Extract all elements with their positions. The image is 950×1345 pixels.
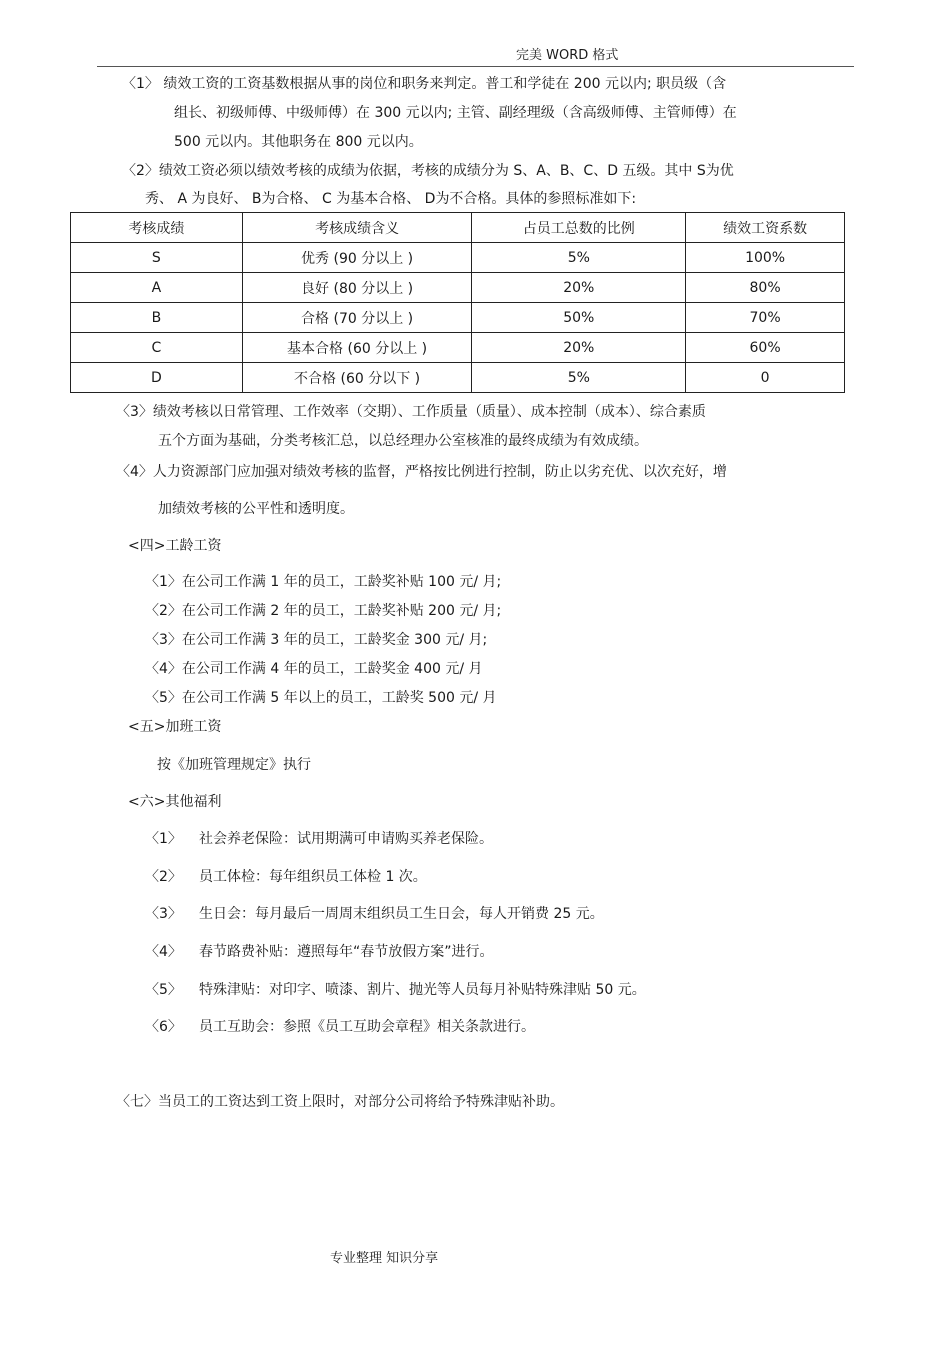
overtime-text: 按《加班管理规定》执行: [157, 757, 311, 773]
welfare-item-text: 特殊津贴：对印字、喷漆、割片、抛光等人员每月补贴特殊津贴 50 元。: [199, 982, 646, 998]
welfare-item-number: 〈2〉: [145, 869, 182, 885]
ratio-cell: 20%: [472, 333, 686, 363]
perf-item-1-line-2: 组长、初级师傅、中级师傅）在 300 元以内; 主管、副经理级（含高级师傅、主管师傅）在: [174, 105, 737, 121]
coefficient-cell: 70%: [686, 303, 845, 333]
welfare-item-number: 〈3〉: [145, 906, 182, 922]
meaning-cell: 合格 (70 分以上 ): [242, 303, 472, 333]
welfare-item-number: 〈5〉: [145, 982, 182, 998]
grade-cell: B: [71, 303, 243, 333]
seniority-item: 〈4〉在公司工作满 4 年的员工，工龄奖金 400 元/ 月: [145, 661, 483, 677]
perf-item-4-line-1: 〈4〉人力资源部门应加强对绩效考核的监督，严格按比例进行控制，防止以劣充优、以次充好，增: [116, 464, 727, 480]
perf-item-1-line-3: 500 元以内。其他职务在 800 元以内。: [174, 134, 423, 150]
ratio-cell: 5%: [472, 243, 686, 273]
coefficient-cell: 100%: [686, 243, 845, 273]
ratio-cell: 5%: [472, 363, 686, 393]
meaning-cell: 不合格 (60 分以下 ): [242, 363, 472, 393]
grade-header-cell: 考核成绩含义: [242, 213, 472, 243]
welfare-item-number: 〈1〉: [145, 831, 182, 847]
meaning-cell: 基本合格 (60 分以上 ): [242, 333, 472, 363]
coefficient-cell: 80%: [686, 273, 845, 303]
perf-item-2-line-2: 秀、 A 为良好、 B为合格、 C 为基本合格、 D为不合格。具体的参照标准如下:: [145, 191, 637, 207]
perf-item-3-line-1: 〈3〉绩效考核以日常管理、工作效率（交期）、工作质量（质量）、成本控制（成本）、综合素质: [116, 404, 706, 420]
welfare-item-text: 社会养老保险：试用期满可申请购买养老保险。: [199, 831, 493, 847]
grade-header-cell: 绩效工资系数: [686, 213, 845, 243]
meaning-cell: 良好 (80 分以上 ): [242, 273, 472, 303]
grade-table-header-row: [71, 213, 845, 243]
ratio-cell: 20%: [472, 273, 686, 303]
perf-item-3-line-2: 五个方面为基础，分类考核汇总，以总经理办公室核准的最终成绩为有效成绩。: [158, 433, 648, 449]
grade-header-cell: 考核成绩: [71, 213, 243, 243]
welfare-item-text: 春节路费补贴：遵照每年“春节放假方案”进行。: [199, 944, 494, 960]
welfare-item-text: 生日会：每月最后一周周末组织员工生日会，每人开销费 25 元。: [199, 906, 604, 922]
perf-item-2-line-1: 〈2〉绩效工资必须以绩效考核的成绩为依据，考核的成绩分为 S、A、B、C、D 五级。其中 S为优: [122, 163, 734, 179]
seniority-item: 〈2〉在公司工作满 2 年的员工，工龄奖补贴 200 元/ 月;: [145, 603, 502, 619]
table-row: [71, 273, 845, 303]
grade-cell: S: [71, 243, 243, 273]
section-7-text: 〈七〉当员工的工资达到工资上限时，对部分公司将给予特殊津贴补助。: [116, 1094, 564, 1110]
table-row: [71, 243, 845, 273]
page-header: 完美 WORD 格式: [516, 48, 619, 63]
grade-cell: C: [71, 333, 243, 363]
meaning-cell: 优秀 (90 分以上 ): [242, 243, 472, 273]
perf-item-1-line-1: 〈1〉 绩效工资的工资基数根据从事的岗位和职务来判定。普工和学徒在 200 元以内; 职员级（含: [122, 76, 727, 92]
welfare-item-text: 员工体检：每年组织员工体检 1 次。: [199, 869, 427, 885]
coefficient-cell: 60%: [686, 333, 845, 363]
table-row: [71, 363, 845, 393]
welfare-item-number: 〈6〉: [145, 1019, 182, 1035]
header-divider: [97, 66, 854, 67]
overtime-title: <五>加班工资: [128, 719, 222, 735]
ratio-cell: 50%: [472, 303, 686, 333]
page-footer: 专业整理 知识分享: [330, 1251, 439, 1266]
grade-table: [70, 212, 845, 393]
grade-cell: A: [71, 273, 243, 303]
seniority-item: 〈5〉在公司工作满 5 年以上的员工，工龄奖 500 元/ 月: [145, 690, 497, 706]
welfare-item-text: 员工互助会：参照《员工互助会章程》相关条款进行。: [199, 1019, 535, 1035]
seniority-item: 〈1〉在公司工作满 1 年的员工，工龄奖补贴 100 元/ 月;: [145, 574, 502, 590]
welfare-title: <六>其他福利: [128, 794, 222, 810]
grade-cell: D: [71, 363, 243, 393]
perf-item-4-line-2: 加绩效考核的公平性和透明度。: [158, 501, 354, 517]
coefficient-cell: 0: [686, 363, 845, 393]
grade-header-cell: 占员工总数的比例: [472, 213, 686, 243]
seniority-item: 〈3〉在公司工作满 3 年的员工，工龄奖金 300 元/ 月;: [145, 632, 488, 648]
welfare-item-number: 〈4〉: [145, 944, 182, 960]
table-row: [71, 303, 845, 333]
table-row: [71, 333, 845, 363]
seniority-title: <四>工龄工资: [128, 538, 222, 554]
